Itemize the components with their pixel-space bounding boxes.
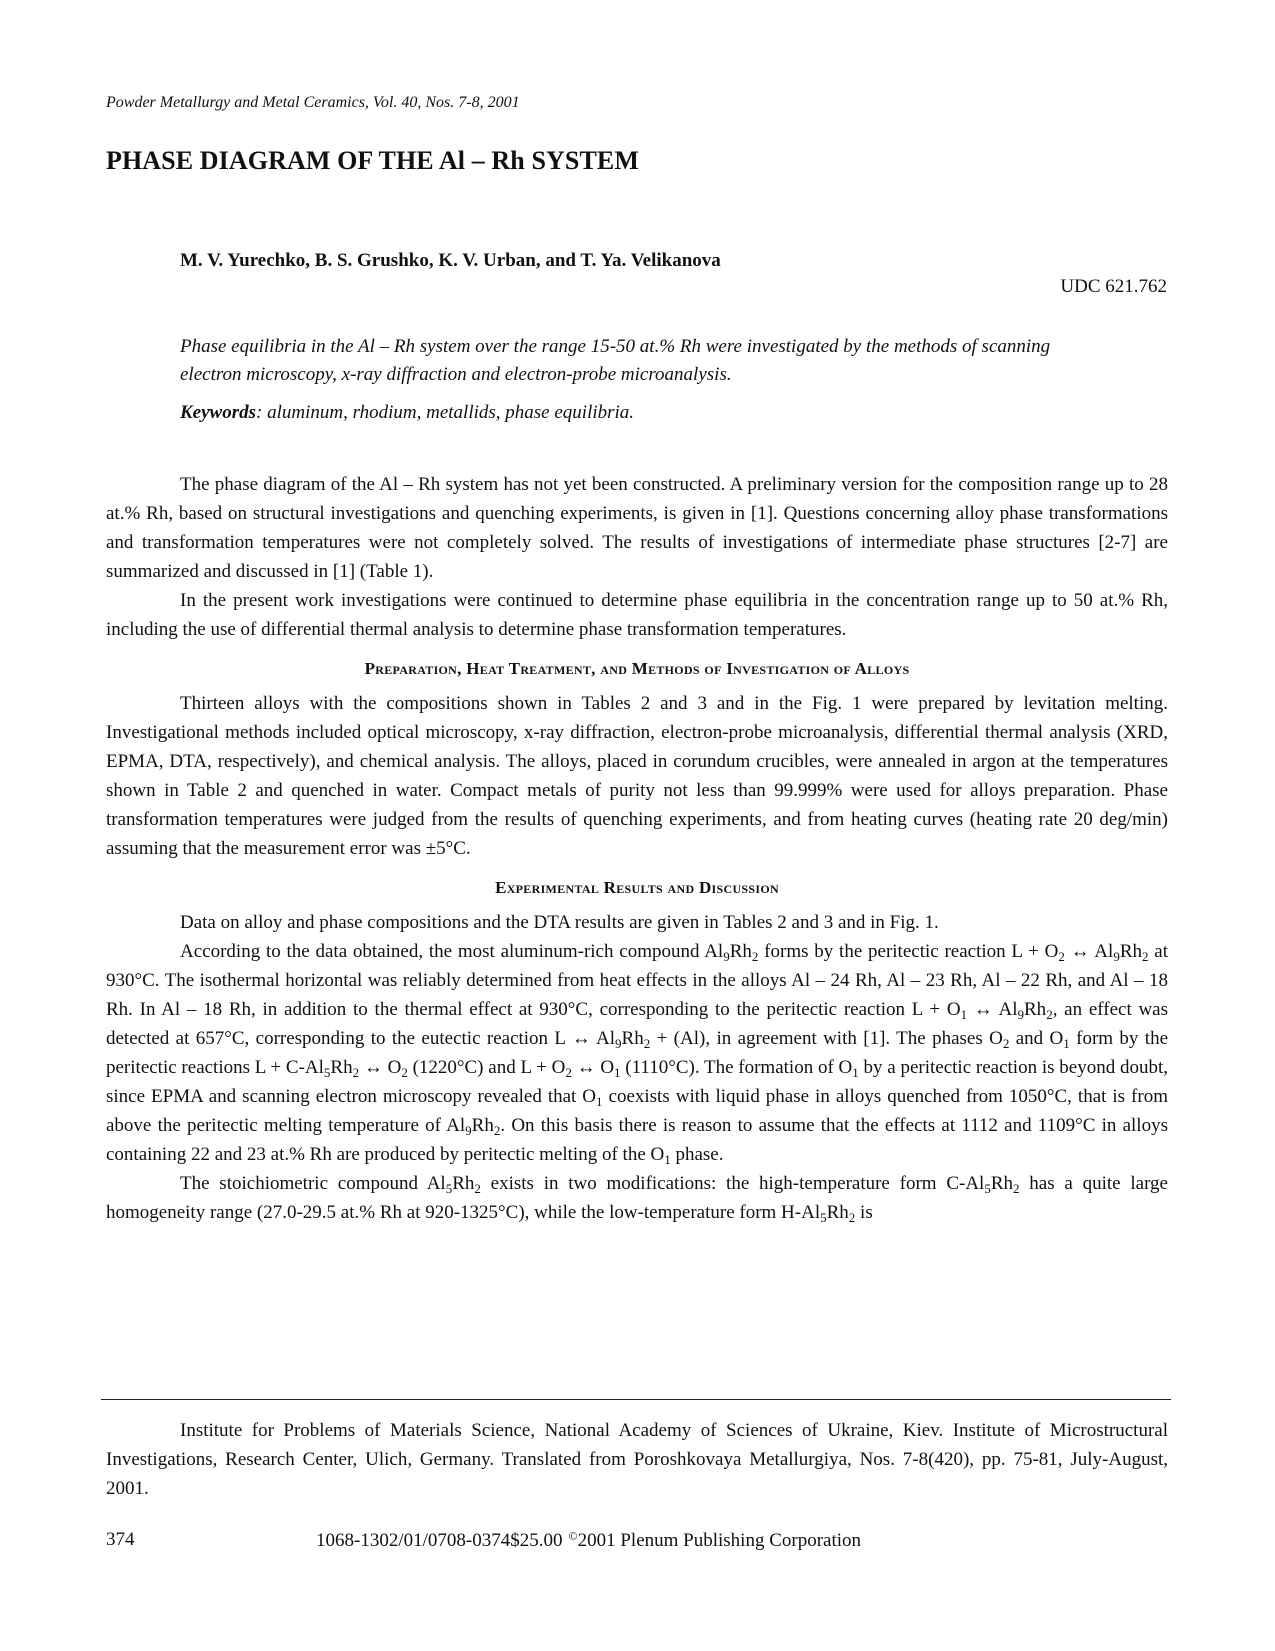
- subscript: 2: [751, 949, 759, 964]
- publication-code: [316, 1529, 861, 1552]
- subscript: 2: [1013, 1181, 1020, 1196]
- udc-code: UDC 621.762: [1060, 276, 1167, 297]
- paper-title: PHASE DIAGRAM OF THE Al – Rh SYSTEM: [106, 146, 639, 175]
- subscript: 2: [474, 1181, 481, 1196]
- subscript: 2: [1142, 949, 1149, 964]
- methods-paragraph: Thirteen alloys with the compositions shown in Tables 2 and 3 and in the Fig. 1 were prepared by levitation melting. Investigational methods included optical microscopy, x-ray diffraction, electron-probe microanalysis, differential thermal analysis (XRD, EPMA, DTA, respectively), and chemical analysis. The alloys, placed in corundum crucibles, were annealed in argon at the temperatures shown in Table 2 and quenched in water. Compact metals of purity not less than 99.999% were used for alloys preparation. Phase transformation temperatures were judged from the results of quenching experiments, and from heating curves (heating rate 20 deg/min) assuming that the measurement error was ±5°C.: [106, 693, 1168, 859]
- subscript: 1: [1063, 1036, 1070, 1051]
- journal-citation: Powder Metallurgy and Metal Ceramics, Vol. 40, Nos. 7-8, 2001: [106, 94, 520, 111]
- subscript: 9: [465, 1123, 472, 1138]
- subscript: 1: [960, 1007, 968, 1022]
- subscript: 2: [401, 1065, 408, 1080]
- subscript: 1: [852, 1065, 859, 1080]
- subscript: 9: [1113, 949, 1120, 964]
- subscript: 1: [596, 1094, 603, 1109]
- page-number: 374: [106, 1529, 135, 1550]
- subscript: 1: [664, 1152, 671, 1167]
- intro-paragraph-2: In the present work investigations were continued to determine phase equilibria in the concentration range up to 50 at.% Rh, including the use of differential thermal analysis to determine phase transformation temperatures.: [106, 590, 1168, 640]
- abstract: Phase equilibria in the Al – Rh system over the range 15-50 at.% Rh were investigated by the methods of scanning electron microscopy, x-ray diffraction and electron-probe microanalysis.: [180, 336, 1051, 385]
- subscript: 5: [820, 1210, 827, 1225]
- results-paragraph-1: Data on alloy and phase compositions and the DTA results are given in Tables 2 and 3 and in Fig. 1.: [180, 912, 939, 933]
- subscript: 2: [352, 1065, 360, 1080]
- authors: M. V. Yurechko, B. S. Grushko, K. V. Urban, and T. Ya. Velikanova: [180, 250, 721, 271]
- section-heading-results: Experimental Results and Discussion: [495, 878, 779, 897]
- subscript: 2: [493, 1123, 501, 1138]
- copyright-symbol: ©: [568, 1529, 578, 1543]
- subscript: 2: [643, 1036, 651, 1051]
- subscript: 5: [323, 1065, 331, 1080]
- keywords: [180, 402, 634, 424]
- keywords-label: Keywords: [180, 402, 256, 423]
- subscript: 5: [445, 1181, 453, 1196]
- copyright-text: 2001 Plenum Publishing Corporation: [577, 1530, 862, 1551]
- subscript: 2: [1046, 1007, 1053, 1022]
- subscript: 1: [614, 1065, 621, 1080]
- footnote-divider: [101, 1399, 1171, 1400]
- body-text: [106, 470, 1168, 1227]
- results-paragraph-2: According to the data obtained, the most aluminum-rich compound $Al_9Rh_2$ forms by the peritectic reaction $L + O_2$ ↔ $Al_9Rh_2$ at 930°C. The isothermal horizontal was reliably determined from heat effects in the alloys Al – 24 Rh, Al – 23 Rh, Al – 22 Rh, and Al – 18 Rh. In Al – 18 Rh, in addition to the thermal effect at 930°C, corresponding to the peritectic reaction $L + O_1$ ↔ $Al_9Rh_2$, an effect was detected at 657°C, corresponding to the eutectic reaction L ↔ $Al_9Rh_2 + (Al)$, in agreement with [1]. The phases $O_2$ and $O_1$ form by the peritectic reactions $L + C-Al_5Rh_2$ ↔ $O_2$ (1220°C) and $L + O_2$ ↔ $O_1$ (1110°C). The formation of $O_1$ by a peritectic reaction is beyond doubt, since EPMA and scanning electron microscopy revealed that $O_1$ coexists with liquid phase in alloys quenched from 1050°C, that is from above the peritectic melting temperature of $Al_9Rh_2$. On this basis there is reason to assume that the effects at 1112 and 1109°C in alloys containing 22 and 23 at.% Rh are produced by peritectic melting of the $O_1$ phase.: [106, 941, 1169, 1167]
- intro-paragraph-1: The phase diagram of the Al – Rh system has not yet been constructed. A preliminary version for the composition range up to 28 at.% Rh, based on structural investigations and quenching experiments, is given in [1]. Questions concerning alloy phase transformations and transformation temperatures were not completely solved. The results of investigations of intermediate phase structures [2-7] are summarized and discussed in [1] (Table 1).: [106, 474, 1168, 582]
- subscript: 2: [848, 1210, 856, 1225]
- subscript: 5: [984, 1181, 991, 1196]
- results-paragraph-3: The stoichiometric compound $Al_5Rh_2$ exists in two modifications: the high-temperature form $C-Al_5Rh_2$ has a quite large homogeneity range (27.0-29.5 at.% Rh at 920-1325°C), while the low-temperature form $H-Al_5Rh_2$ is: [106, 1173, 1168, 1225]
- affiliation-footnote: Institute for Problems of Materials Science, National Academy of Sciences of Ukraine, Kiev. Institute of Microstructural Investigations, Research Center, Ulich, Germany. Translated from Poroshkovaya Metallurgiya, Nos. 7-8(420), pp. 75-81, July-August, 2001.: [106, 1420, 1168, 1499]
- subscript: 2: [1058, 949, 1065, 964]
- article-code: 1068-1302/01/0708-0374$25.00: [316, 1530, 563, 1551]
- subscript: 9: [615, 1036, 622, 1051]
- subscript: 2: [1002, 1036, 1010, 1051]
- subscript: 9: [723, 949, 730, 964]
- keywords-list: : aluminum, rhodium, metallids, phase equilibria.: [256, 402, 635, 423]
- section-heading-methods: Preparation, Heat Treatment, and Methods of Investigation of Alloys: [364, 659, 910, 678]
- subscript: 2: [565, 1065, 572, 1080]
- subscript: 9: [1017, 1007, 1024, 1022]
